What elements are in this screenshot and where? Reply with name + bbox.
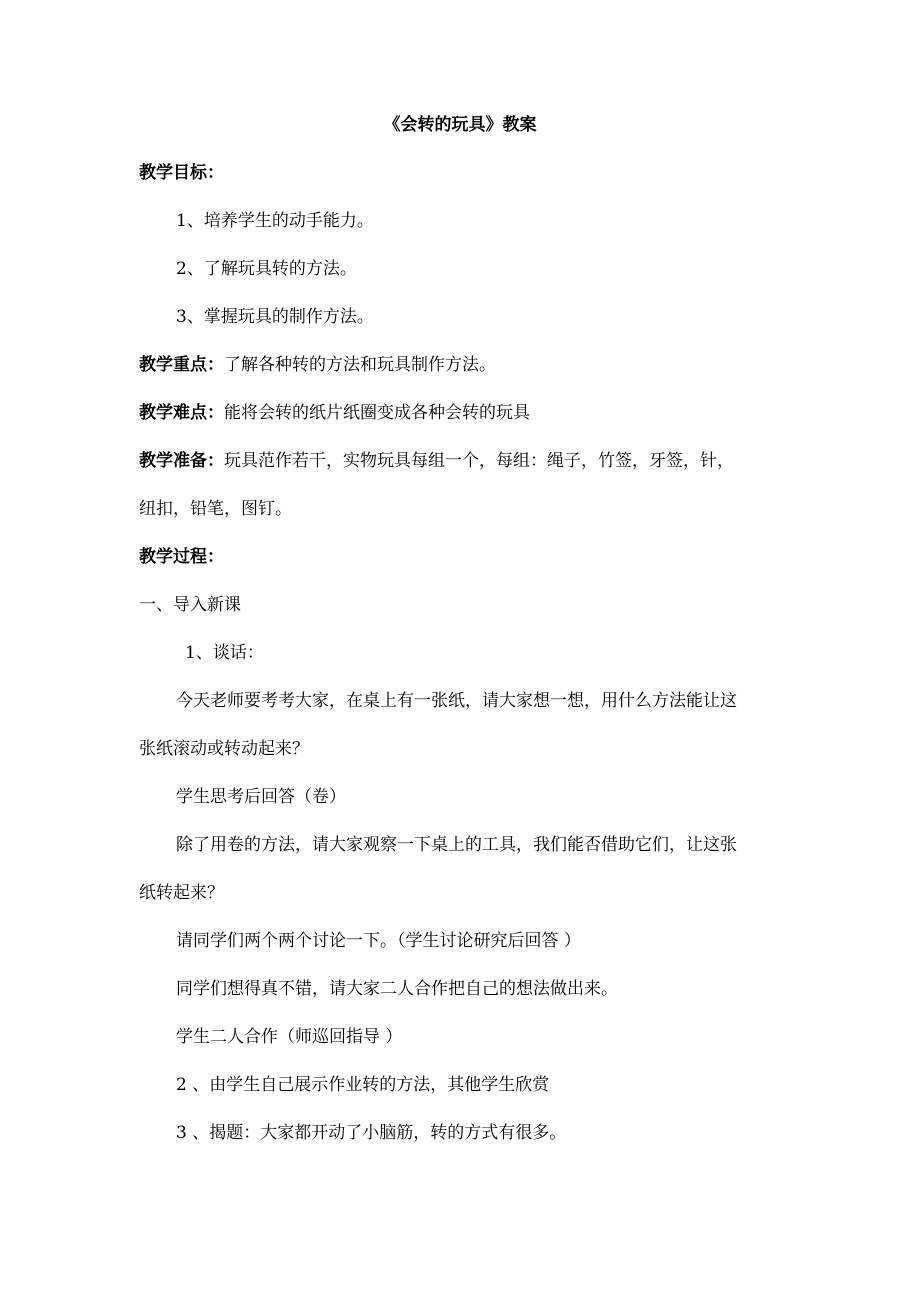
paragraph-5: 同学们想得真不错，请大家二人合作把自己的想法做出来。: [176, 979, 618, 999]
paragraph-2: 学生思考后回答（卷）: [176, 787, 346, 807]
preparation-label: 教学准备：: [139, 451, 224, 471]
objective-item-1: 1、培养学生的动手能力。: [176, 211, 374, 231]
paragraph-1-line1: 今天老师要考考大家，在桌上有一张纸，请大家想一想，用什么方法能让这: [176, 691, 737, 711]
difficulties-text: 能将会转的纸片纸圈变成各种会转的玩具: [224, 403, 530, 423]
document-title: 《会转的玩具》教案: [383, 115, 537, 135]
process-heading: 教学过程：: [139, 547, 224, 567]
objective-item-3: 3、掌握玩具的制作方法。: [176, 307, 374, 327]
step-3: 3 、揭题：大家都开动了小脑筋，转的方式有很多。: [176, 1123, 567, 1143]
objective-item-2: 2、了解玩具转的方法。: [176, 259, 357, 279]
preparation: [139, 449, 734, 473]
difficulties: [139, 401, 530, 425]
step-2: 2 、由学生自己展示作业转的方法，其他学生欣赏: [176, 1075, 550, 1095]
paragraph-3-line1: 除了用卷的方法，请大家观察一下桌上的工具，我们能否借助它们，让这张: [176, 835, 737, 855]
paragraph-4: 请同学们两个两个讨论一下。（学生讨论研究后回答 ）: [176, 931, 581, 951]
preparation-text-line1: 玩具范作若干，实物玩具每组一个，每组：绳子，竹签，牙签，针，: [224, 451, 734, 471]
key-points: [139, 353, 496, 377]
section-intro: 一、导入新课: [139, 595, 241, 615]
paragraph-3-line2: 纸转起来？: [139, 883, 224, 903]
key-points-text: 了解各种转的方法和玩具制作方法。: [224, 355, 496, 375]
key-points-label: 教学重点：: [139, 355, 224, 375]
difficulties-label: 教学难点：: [139, 403, 224, 423]
step-1: 1、谈话：: [185, 643, 264, 663]
preparation-text-line2: 纽扣，铅笔，图钉。: [139, 499, 292, 519]
objectives-heading: 教学目标：: [139, 163, 224, 183]
paragraph-6: 学生二人合作（师巡回指导 ）: [176, 1027, 403, 1047]
paragraph-1-line2: 张纸滚动或转动起来？: [139, 739, 309, 759]
